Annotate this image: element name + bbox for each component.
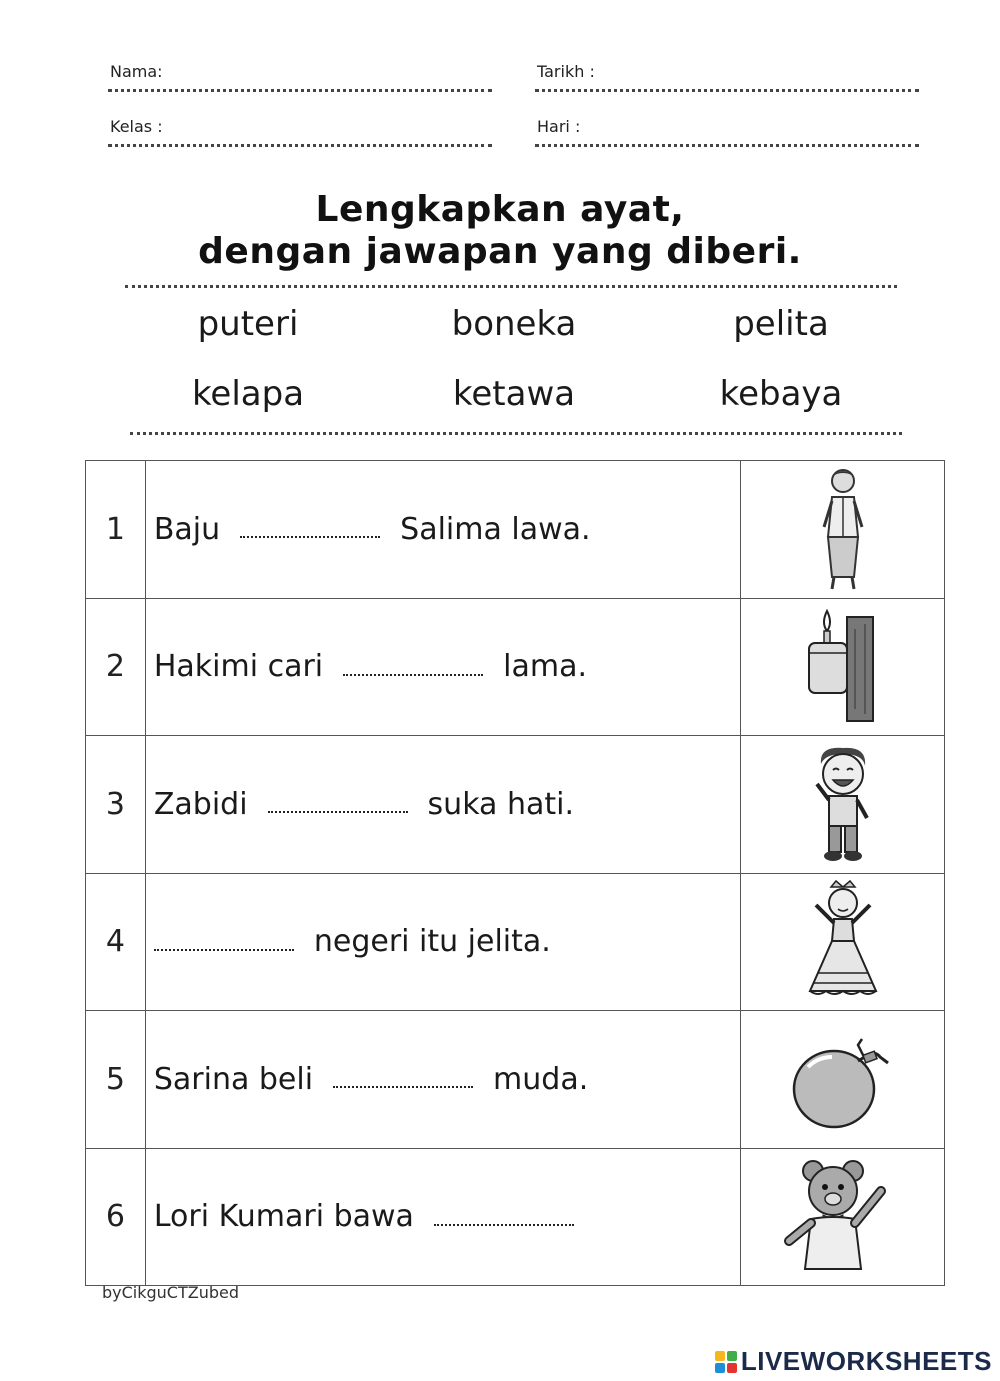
laughing-boy-picture (741, 736, 945, 874)
princess-picture (741, 873, 945, 1011)
sentence (145, 1148, 740, 1286)
date-line (535, 89, 919, 92)
logo-square-blue (715, 1363, 725, 1373)
sentence-before: Zabidi (153, 786, 248, 822)
word-bank-bottom-divider (130, 432, 902, 435)
row-number: 6 (86, 1148, 146, 1286)
word-bank-item: boneka (451, 304, 577, 344)
answer-blank[interactable] (268, 797, 408, 813)
exercise-row (86, 461, 945, 599)
name-label: Nama: (110, 62, 163, 81)
exercise-row (86, 873, 945, 1011)
sentence (145, 736, 740, 874)
answer-blank[interactable] (343, 660, 483, 676)
liveworksheets-logo[interactable] (715, 1346, 992, 1377)
answer-blank[interactable] (154, 935, 294, 951)
sentence-before: Baju (153, 511, 221, 547)
logo-square-green (727, 1351, 737, 1361)
word-bank-item: kelapa (191, 374, 305, 414)
word-bank-item: kebaya (719, 374, 843, 414)
word-bank-top-divider (125, 285, 897, 288)
exercise-table (85, 460, 945, 1286)
liveworksheets-wordmark: LIVEWORKSHEETS (740, 1346, 992, 1376)
word-bank-item: ketawa (452, 374, 576, 414)
row-number: 1 (86, 461, 146, 599)
word-bank-item: puteri (197, 304, 299, 344)
sentence-before: Hakimi cari (153, 649, 324, 685)
answer-blank[interactable] (434, 1210, 574, 1226)
class-line (108, 144, 492, 147)
row-number: 5 (86, 1011, 146, 1149)
word-bank-item: pelita (733, 304, 829, 344)
sentence-after: lama. (503, 649, 588, 685)
answer-blank[interactable] (333, 1072, 473, 1088)
sentence-before: Lori Kumari bawa (153, 1199, 414, 1235)
sentence-after: suka hati. (427, 786, 574, 822)
exercise-row (86, 598, 945, 736)
sentence-after: muda. (493, 1061, 589, 1097)
exercise-row (86, 1148, 945, 1286)
row-number: 4 (86, 873, 146, 1011)
teddy-bear-puppet-picture (741, 1148, 945, 1286)
date-label: Tarikh : (537, 62, 595, 81)
instruction-title-line2: dengan jawapan yang diberi. (198, 231, 802, 272)
sentence (145, 598, 740, 736)
name-line (108, 89, 492, 92)
logo-square-yellow (715, 1351, 725, 1361)
day-label: Hari : (537, 117, 581, 136)
author-credit: byCikguCTZubed (102, 1283, 240, 1302)
exercise-row (86, 1011, 945, 1149)
girl-in-kebaya-picture (741, 461, 945, 599)
oil-lamp-picture (741, 598, 945, 736)
class-label: Kelas : (110, 117, 163, 136)
answer-blank[interactable] (240, 522, 380, 538)
exercise-row (86, 736, 945, 874)
sentence-before: Sarina beli (153, 1061, 314, 1097)
sentence (145, 873, 740, 1011)
sentence (145, 1011, 740, 1149)
instruction-title-line1: Lengkapkan ayat, (315, 189, 685, 230)
liveworksheets-icon (715, 1351, 737, 1373)
row-number: 2 (86, 598, 146, 736)
coconut-picture (741, 1011, 945, 1149)
row-number: 3 (86, 736, 146, 874)
day-line (535, 144, 919, 147)
sentence-after: negeri itu jelita. (313, 924, 551, 960)
logo-square-red (727, 1363, 737, 1373)
sentence (145, 461, 740, 599)
sentence-after: Salima lawa. (400, 511, 591, 547)
